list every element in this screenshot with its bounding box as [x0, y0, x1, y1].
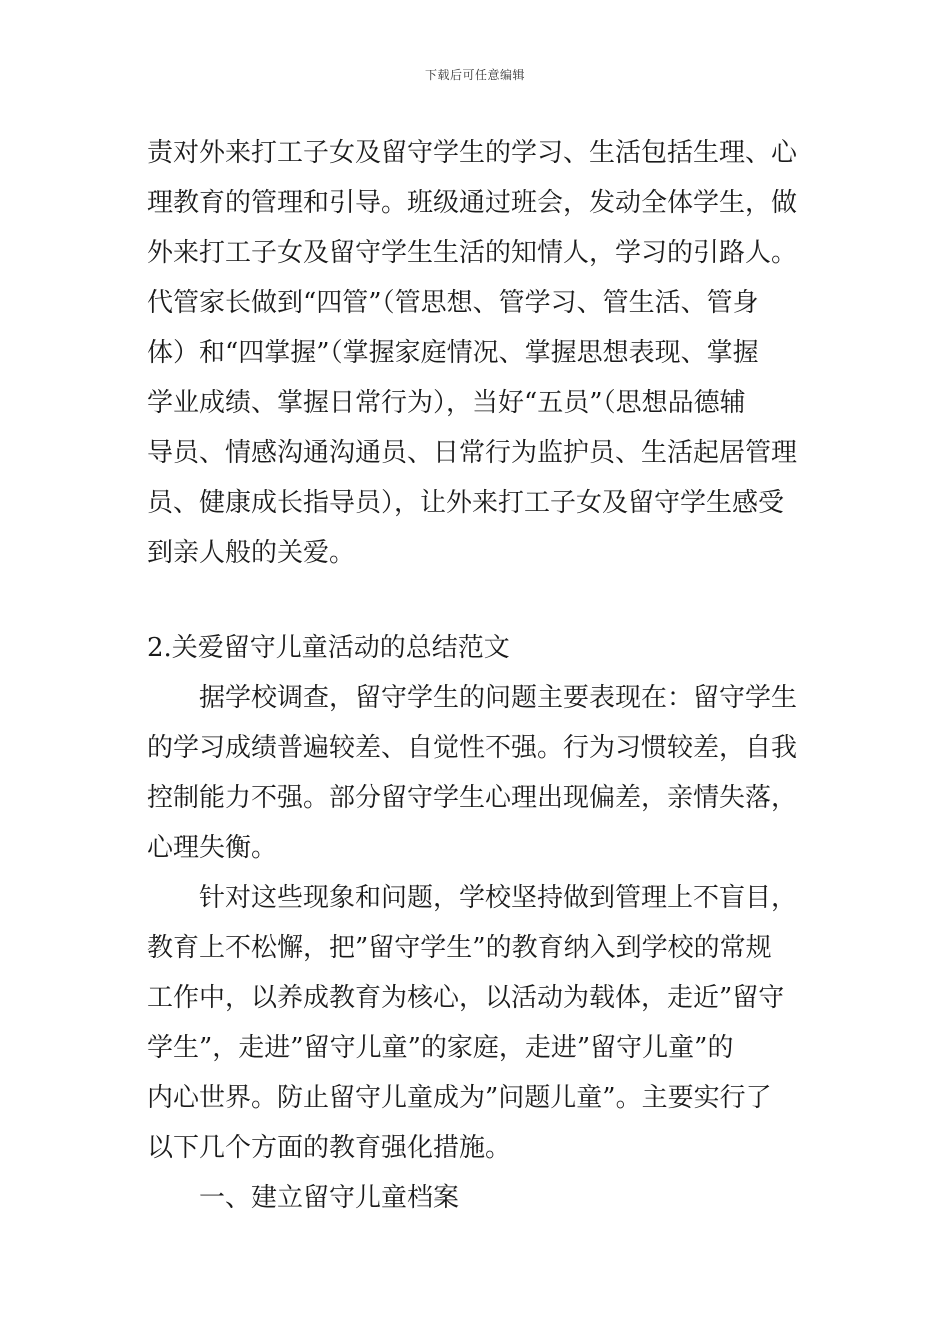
text-line: 工作中，以养成教育为核心，以活动为载体，走近”留守 [147, 983, 785, 1013]
text-line: 到亲人般的关爱。 [147, 538, 356, 568]
text-line: 针对这些现象和问题，学校坚持做到管理上不盲目， [199, 883, 798, 913]
section-heading: 2.关爱留守儿童活动的总结范文 [147, 633, 510, 663]
header-note: 下载后可任意编辑 [424, 68, 525, 82]
text-line: 内心世界。防止留守儿童成为”问题儿童”。主要实行了 [147, 1083, 772, 1113]
paragraph-1 [147, 128, 807, 578]
text-line: 责对外来打工子女及留守学生的学习、生活包括生理、心 [147, 138, 798, 168]
text-line: 控制能力不强。部分留守学生心理出现偏差，亲情失落， [147, 783, 798, 813]
text-line: 学生”，走进”留守儿童”的家庭，走进”留守儿童”的 [147, 1033, 734, 1063]
text-line: 理教育的管理和引导。班级通过班会，发动全体学生，做 [147, 188, 798, 218]
text-line: 以下几个方面的教育强化措施。 [147, 1133, 512, 1163]
document-body [147, 128, 807, 1223]
text-line: 学业成绩、掌握日常行为），当好“五员”（思想品德辅 [147, 388, 746, 418]
text-line: 代管家长做到“四管”（管思想、管学习、管生活、管身 [147, 288, 759, 318]
text-line: 员、健康成长指导员），让外来打工子女及留守学生感受 [147, 488, 785, 518]
text-line: 教育上不松懈，把”留守学生”的教育纳入到学校的常规 [147, 933, 772, 963]
text-line: 导员、情感沟通沟通员、日常行为监护员、生活起居管理 [147, 438, 798, 468]
text-line: 心理失衡。 [147, 833, 278, 863]
text-line: 外来打工子女及留守学生生活的知情人，学习的引路人。 [147, 238, 798, 268]
text-line: 据学校调查，留守学生的问题主要表现在：留守学生 [199, 683, 798, 713]
paragraph-2b [147, 873, 807, 1173]
text-line: 的学习成绩普遍较差、自觉性不强。行为习惯较差，自我 [147, 733, 798, 763]
paragraph-spacer [147, 578, 807, 623]
section-subheading: 一、建立留守儿童档案 [199, 1183, 460, 1213]
paragraph-2a [147, 673, 807, 873]
text-line: 体）和“四掌握”（掌握家庭情况、掌握思想表现、掌握 [147, 338, 759, 368]
